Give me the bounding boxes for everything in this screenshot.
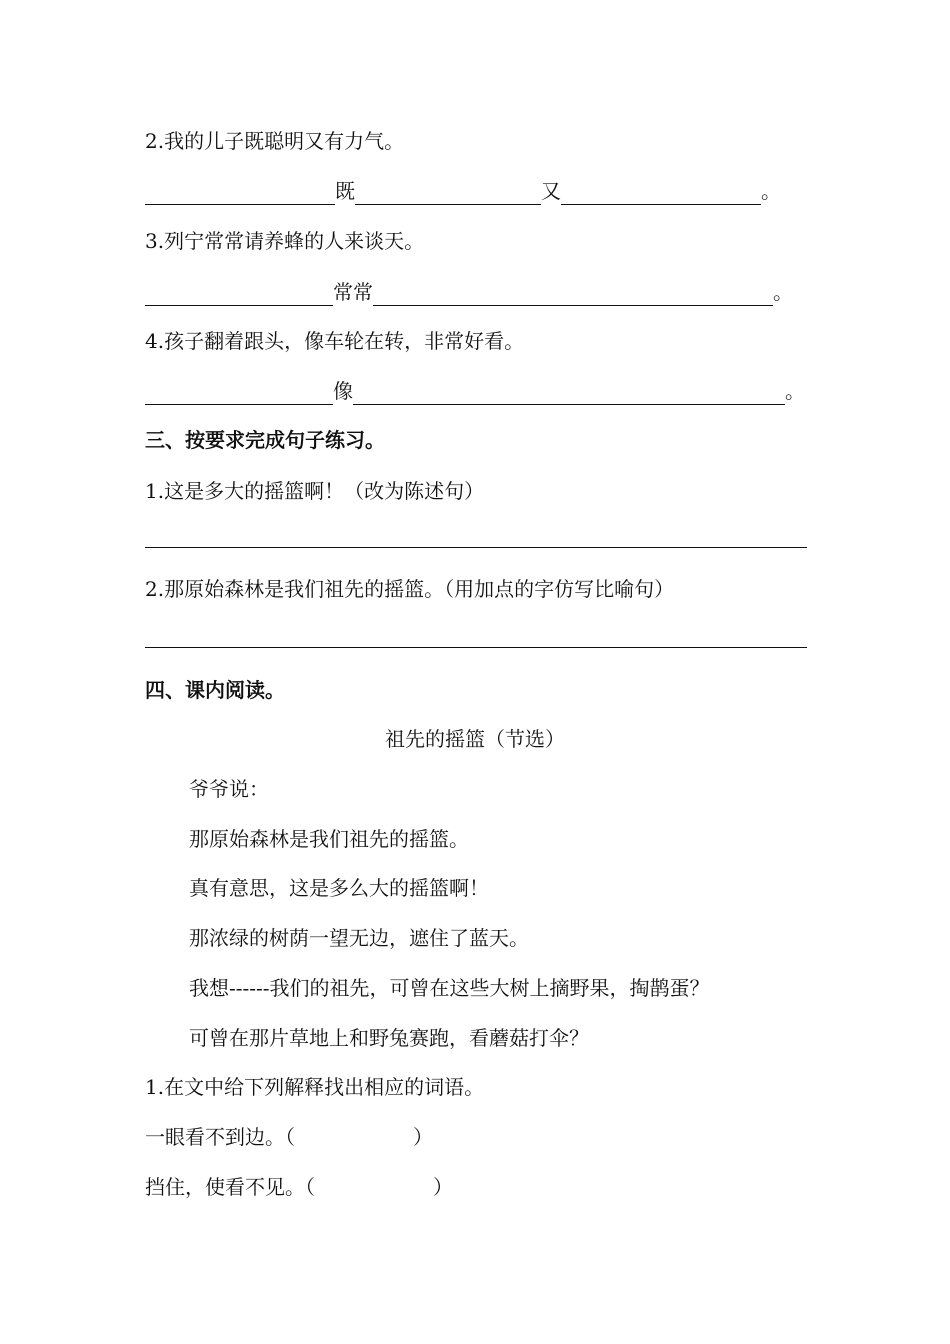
item2-word-2: 又 <box>541 179 561 203</box>
section3-answer-line-1[interactable] <box>145 547 807 548</box>
passage-line-4: 那浓绿的树荫一望无边，遮住了蓝天。 <box>189 926 529 950</box>
section4-question-1: 1.在文中给下列解释找出相应的词语。 <box>145 1075 485 1099</box>
item4-end: 。 <box>785 379 805 403</box>
item2-blank-2[interactable] <box>355 182 541 205</box>
item4-rewrite-row <box>145 377 805 405</box>
section3-answer-line-2[interactable] <box>145 647 807 648</box>
definition-1-open-paren: （ <box>285 1125 295 1149</box>
definition-2-text: 挡住，使看不见。 <box>145 1175 305 1199</box>
item4-word-1: 像 <box>333 379 353 403</box>
item3-rewrite-row <box>145 278 793 306</box>
item4-blank-2[interactable] <box>353 382 785 405</box>
item4-blank-1[interactable] <box>145 382 333 405</box>
section3-question-2: 2.那原始森林是我们祖先的摇篮。（用加点的字仿写比喻句） <box>145 577 675 601</box>
section4-heading: 四、课内阅读。 <box>145 678 285 702</box>
item2-blank-1[interactable] <box>145 182 335 205</box>
definition-1-text: 一眼看不到边。 <box>145 1125 285 1149</box>
item2-blank-3[interactable] <box>561 182 761 205</box>
item3-blank-2[interactable] <box>373 283 773 306</box>
section3-heading: 三、按要求完成句子练习。 <box>145 428 385 452</box>
item2-word-1: 既 <box>335 179 355 203</box>
definition-row-2 <box>145 1173 453 1201</box>
item3-end: 。 <box>773 280 793 304</box>
passage-line-5: 我想------我们的祖先，可曾在这些大树上摘野果，掏鹊蛋？ <box>189 976 710 1000</box>
item4-sentence: 4.孩子翻着跟头，像车轮在转，非常好看。 <box>145 329 525 353</box>
item3-sentence: 3.列宁常常请养蜂的人来谈天。 <box>145 229 425 253</box>
item3-blank-1[interactable] <box>145 283 333 306</box>
passage-line-3: 真有意思，这是多么大的摇篮啊！ <box>189 876 489 900</box>
item2-end: 。 <box>761 179 781 203</box>
passage-line-1: 爷爷说： <box>189 777 269 801</box>
definition-1-close-paren: ） <box>413 1125 433 1149</box>
passage-title: 祖先的摇篮（节选） <box>385 727 565 751</box>
definition-2-open-paren: （ <box>305 1175 315 1199</box>
item2-sentence: 2.我的儿子既聪明又有力气。 <box>145 129 405 153</box>
definition-2-close-paren: ） <box>433 1175 453 1199</box>
item2-rewrite-row <box>145 177 781 205</box>
passage-line-6: 可曾在那片草地上和野兔赛跑，看蘑菇打伞？ <box>189 1026 589 1050</box>
section3-question-1: 1.这是多大的摇篮啊！（改为陈述句） <box>145 479 485 503</box>
definition-row-1 <box>145 1123 433 1151</box>
item3-word-1: 常常 <box>333 280 373 304</box>
passage-line-2: 那原始森林是我们祖先的摇篮。 <box>189 827 469 851</box>
